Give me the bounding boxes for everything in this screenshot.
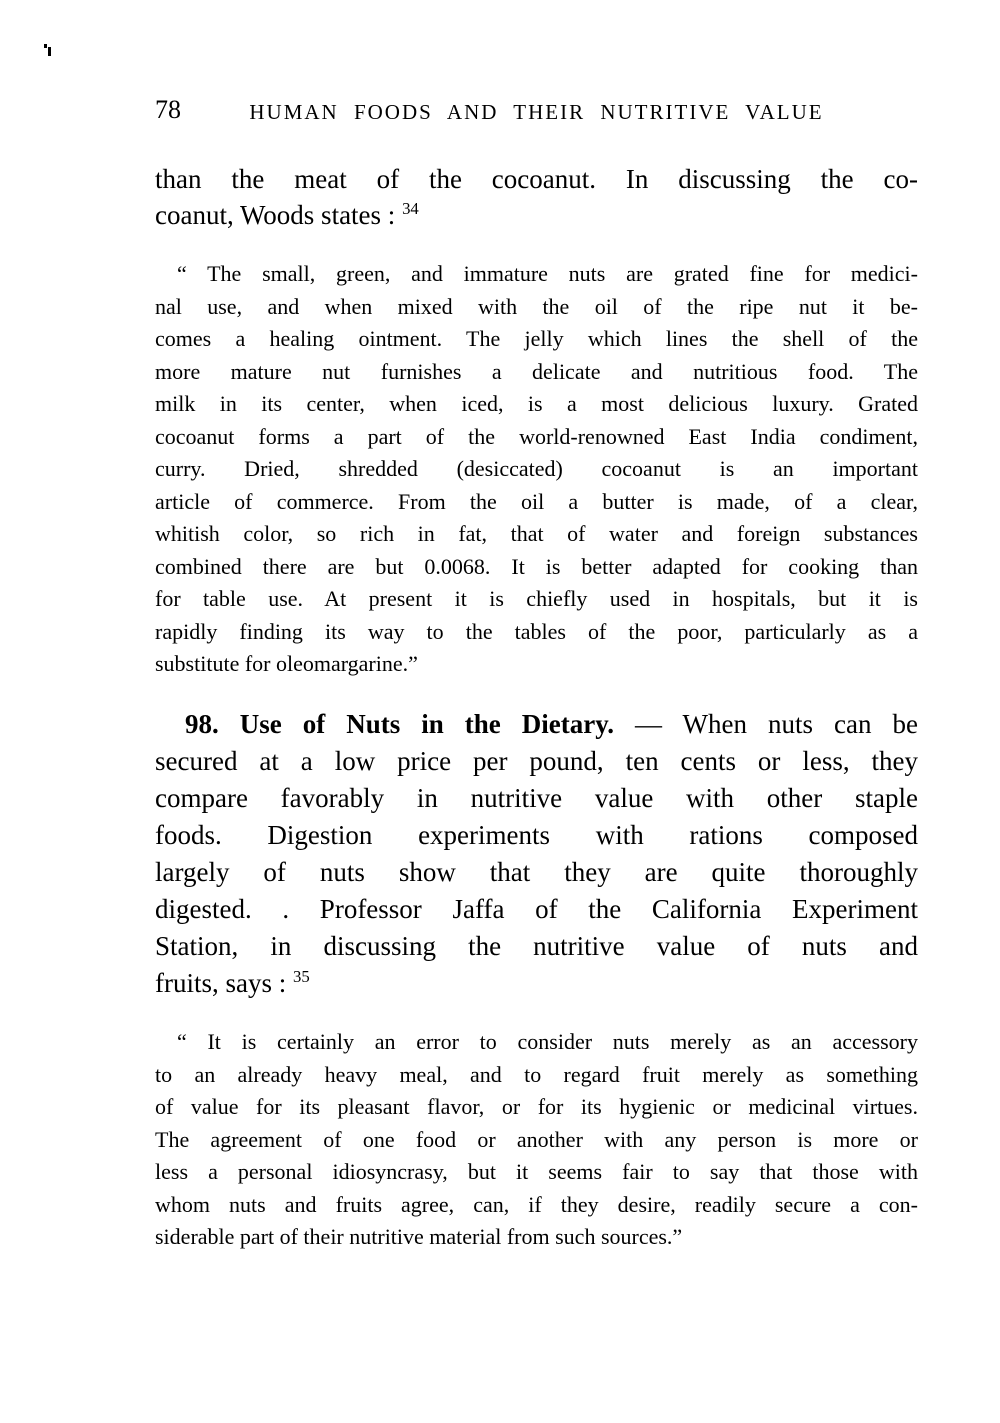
text-line: siderable part of their nutritive material from such sources.”	[155, 1224, 683, 1249]
text-line: compare favorably in nutritive value with other staple	[155, 783, 918, 813]
corner-ink-mark	[48, 47, 51, 56]
text-line: nal use, and when mixed with the oil of the ripe nut it be-	[155, 293, 918, 319]
text-line: rapidly finding its way to the tables of the poor, particularly as a	[155, 618, 918, 644]
corner-ink-mark	[44, 44, 47, 48]
text-line: combined there are but 0.0068. It is better adapted for cooking than	[155, 553, 918, 579]
quote2-lines	[155, 1026, 918, 1221]
text-line: more mature nut furnishes a delicate and nutritious food. The	[155, 358, 918, 384]
text-line: “ The small, green, and immature nuts are grated fine for medici-	[177, 261, 918, 286]
text-line: The agreement of one food or another with any person is more or	[155, 1126, 918, 1152]
section-number-title: 98. Use of Nuts in the Dietary.	[185, 709, 615, 739]
page-number: 78	[155, 95, 181, 124]
intro-paragraph	[155, 161, 918, 233]
text-line: foods. Digestion experiments with rations composed	[155, 820, 918, 850]
text-line: comes a healing ointment. The jelly which lines the shell of the	[155, 326, 918, 351]
text-line: secured at a low price per pound, ten cents or less, they	[155, 746, 918, 776]
section-heading-line	[155, 706, 918, 743]
running-title: HUMAN FOODS AND THEIR NUTRITIVE VALUE	[249, 100, 824, 124]
text-line-text: fruits, says :	[155, 968, 293, 998]
quote1-lines	[155, 258, 918, 648]
footnote-ref-34: 34	[402, 199, 419, 218]
section98-lines	[155, 743, 918, 965]
blockquote-1	[155, 258, 918, 681]
text-line-text: coanut, Woods states :	[155, 200, 403, 230]
text-line: digested. . Professor Jaffa of the California Experiment	[155, 894, 918, 924]
text-line: Station, in discussing the nutritive value of nuts and	[155, 931, 918, 961]
text-line: cocoanut forms a part of the world-renowned East India condiment,	[155, 423, 918, 449]
footnote-ref-35: 35	[293, 967, 310, 986]
text-line: to an already heavy meal, and to regard fruit merely as something	[155, 1061, 918, 1087]
text-line: largely of nuts show that they are quite thoroughly	[155, 857, 918, 887]
text-line: “ It is certainly an error to consider nuts merely as an accessory	[177, 1029, 918, 1054]
text-line: less a personal idiosyncrasy, but it seems fair to say that those with	[155, 1159, 918, 1184]
text-line: whitish color, so rich in fat, that of water and foreign substances	[155, 521, 918, 546]
text-line: than the meat of the cocoanut. In discussing the co-	[155, 164, 918, 194]
text-line: of value for its pleasant flavor, or for its hygienic or medicinal virtues.	[155, 1094, 918, 1119]
text-line: article of commerce. From the oil a butter is made, of a clear,	[155, 488, 918, 514]
section-heading-rest: — When nuts can be	[635, 709, 918, 739]
blockquote-2	[155, 1026, 918, 1254]
text-line: whom nuts and fruits agree, can, if they desire, readily secure a con-	[155, 1191, 918, 1217]
text-line	[155, 197, 918, 233]
text-line: for table use. At present it is chiefly used in hospitals, but it is	[155, 586, 918, 611]
text-line: curry. Dried, shredded (desiccated) cocoanut is an important	[155, 456, 918, 481]
text-line: milk in its center, when iced, is a most delicious luxury. Grated	[155, 391, 918, 416]
page-header	[155, 96, 918, 130]
text-line	[155, 965, 918, 1002]
text-line: substitute for oleomargarine.”	[155, 651, 418, 676]
section-98-paragraph	[155, 706, 918, 1002]
